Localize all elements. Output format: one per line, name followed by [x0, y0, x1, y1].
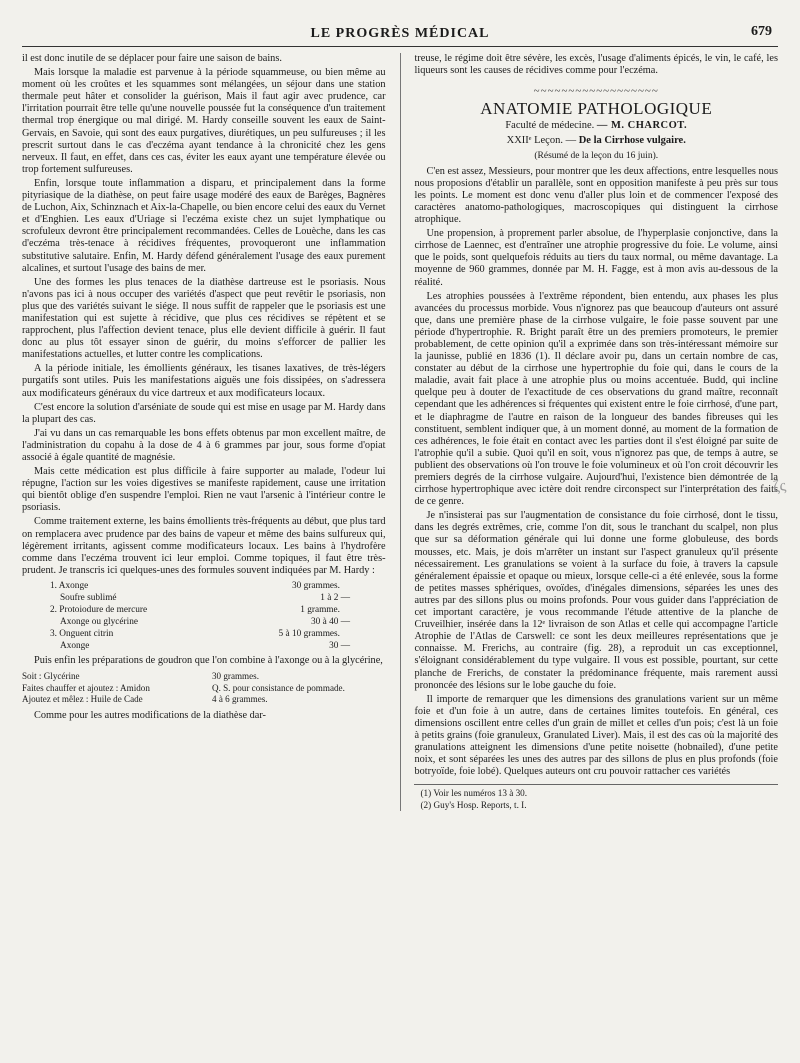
right-column: [414, 53, 778, 811]
recipe-amount: 30 grammes.: [212, 671, 259, 682]
formula-row: [50, 592, 386, 604]
paragraph: Puis enfin les préparations de goudron que l'on combine à l'axonge ou à la glycérine,: [34, 654, 383, 666]
formula-name: Axonge ou glycérine: [60, 616, 138, 627]
two-column-body: [22, 53, 778, 811]
decorative-rule: ~~~~~~~~~~~~~~~~~~: [533, 85, 659, 98]
paragraph: Une propension, à proprement parler absolue, de l'hyperplasie conjonctive, dans la cirrhose de Laennec, est d'entraîner une atrophie progressive du foie. Le volume, ainsi que le poids, sont quelquefois réduits au tiers du taux normal, ou même davantage. La moyenne de 960 grammes, donnée par M. H. Fagge, est à mon avis au-dessous de la réalité.: [414, 228, 778, 288]
paragraph: Les atrophies poussées à l'extrême répondent, bien entendu, aux phases les plus avancées du processus morbide. Vous n'ignorez pas que beaucoup d'auteurs ont assuré que, dans une première phase de la cirrhose vulgaire, le foie passe souvent par une période d'hypertrophie. R. Bright paraît être un des premiers promoteurs, le premier probablement, de cette opinion qu'il a exprimée dans son très-intéressant mémoire sur la jaunisse, publié en 1836 (1). Il déclare avoir pu, dans un certain nombre de cas, constater au début de la cirrhose une hypertrophie du foie qui, dans le cours de la maladie, avait fait place à une atrophie plus ou moins accentuée. Budd, qui incline quelque peu à douter de l'exactitude de ces observations du grand maître, reconnaît cependant que les adhérences si fréquentes qui existent entre le foie cirrhosé, d'une part, et le diaphragme de l'autre en raison de la longueur des bandes fibreuses qui les constituent, semblent indiquer que, à un moment donné, au moment de la formation de ces adhérences, le foie était en contact avec les parties dont il s'est éloigné par suite de l'atrophie qu'il a subie. Quoi qu'il en soit, vous n'ignorez pas que, de temps à autre, se publient des observations où l'on trouve le foie volumineux et où l'on croit découvrir les premiers degrés de la cirrhose vulgaire. Aujourd'hui, l'existence bien démontrée de la cirrhose hypertrophique avec ictère doit rendre circonspect sur l'interprétation des faits de ce genre.: [414, 290, 778, 508]
page-header: [22, 22, 778, 47]
page-number: 679: [751, 24, 772, 39]
formula-name: Soufre sublimé: [60, 592, 117, 603]
recipe-row: [22, 694, 386, 706]
paragraph: Comme pour les autres modifications de la diathèse dar-: [34, 709, 266, 721]
faculty-label: Faculté de médecine.: [505, 120, 595, 132]
formula-dose: 30 —: [329, 640, 350, 651]
paragraph: J'ai vu dans un cas remarquable les bons effets obtenus par mon excellent maître, de l'administration du copahu à la dose de 4 à 6 grammes par jour, sous forme d'opiat associé à égale quantité de magnésie.: [22, 427, 386, 463]
column-divider: [400, 53, 401, 811]
lecture-title: De la Cirrhose vulgaire.: [578, 135, 686, 147]
footnotes: [414, 784, 778, 811]
left-column: [22, 53, 386, 811]
formula-dose: 1 gramme.: [300, 604, 340, 615]
formula-name: Axonge: [60, 640, 90, 651]
paragraph: Comme traitement externe, les bains émollients très-fréquents au début, que plus tard on remplacera avec prudence par des bains de vapeur et même des bains sulfureux qui, légèrement irritants, agissent comme modificateurs locaux. Les bains à l'hydrofère comme dans l'eczéma trouvent ici leur emploi. Comme topiques, il faut être très-prudent. Je transcris ici quelques-unes des formules souvent indiquées par M. Hardy :: [22, 516, 386, 576]
paragraph: Une des formes les plus tenaces de la diathèse dartreuse est le psoriasis. Nous n'avons pas ici à nous occuper des variétés d'aspect que peut revêtir le psoriasis, non plus que des variétés suivant le siége. Il nous suffit de rappeler que le psoriasis est une manifestation qui est sujette à récidive, que plus ces récidives se répètent et se rapprochent, plus l'affection devient tenace, plus elle devient difficile à guérir. Il faut donc au plus tôt essayer sinon de guérir, du moins s'efforcer de pallier les manifestations actuelles, et lutter contre les complications.: [22, 276, 386, 361]
running-title: LE PROGRÈS MÉDICAL: [310, 26, 490, 41]
formula-row: [50, 604, 386, 616]
recipe-step: Ajoutez et mêlez : Huile de Cade: [22, 694, 143, 705]
formula-row: [50, 616, 386, 628]
formula-name: 1. Axonge: [50, 580, 89, 591]
paragraph: il est donc inutile de se déplacer pour faire une saison de bains.: [22, 53, 282, 64]
footnote: (2) Guy's Hosp. Reports, t. I.: [420, 799, 527, 810]
lecture-label: XXIIᵉ Leçon. —: [506, 135, 577, 147]
paragraph: Je n'insisterai pas sur l'augmentation de consistance du foie cirrhosé, dont le tissu, dans les degrés extrêmes, crie, comme l'on dit, sous le tranchant du scalpel, non plus que sur sa déformation générale qui lui donne une forme globuleuse, des bords mousses, etc. Mais, je dois m'arrêter un instant sur l'aspect granuleux qu'il présente nécessairement. Les granulations se voient à la surface du foie, à travers la capsule généralement épaissie et opaque ou mieux, lorsque celle-ci a été enlevée, sous la forme de petites masses sphériques, ovoïdes, d'inégales dimensions, séparées les unes des autres par des sillons plus ou moins profonds. Pour vous guider dans l'appréciation de cet important caractère, je vous recommande l'étude attentive de la planche de Cruveilhier, insérée dans la 12ᵉ livraison de son Atlas et celle qui accompagne l'article Atrophie de l'Atlas de Carswell: ce sont les deux meilleures représentations que je connaisse. M. Frerichs, au contraire (fig. 28), a reproduit un cas exceptionnel, s'éloignant considérablement du type vulgaire. Il vous est possible, pourtant, sur cette planche de Frerichs, de constater la prédominance fréquente, mais rarement aussi prononcée des lésions sur le lobe gauche du foie.: [414, 510, 778, 691]
formula-row: [50, 580, 386, 592]
recipe-row: [22, 683, 386, 695]
recipe-list: [22, 671, 386, 706]
faculty-line: [414, 120, 778, 132]
summary-date: (Résumé de la leçon du 16 juin).: [534, 150, 659, 161]
paragraph: C'est encore la solution d'arséniate de soude qui est mise en usage par M. Hardy dans la plupart des cas.: [22, 401, 386, 425]
section-title: ANATOMIE PATHOLOGIQUE: [480, 99, 713, 119]
formula-row: [50, 628, 386, 640]
lecture-line: [414, 135, 778, 147]
recipe-amount: 4 à 6 grammes.: [212, 694, 268, 705]
paragraph: Enfin, lorsque toute inflammation a disparu, et principalement dans la forme pityriasique de la diathèse, on peut faire usage modéré des eaux de Barèges, Bagnères de Luchon, Aix, Schinznach et Aix-la-Chapelle, ou bien encore celui des eaux du Vernet et d'Enghien. Les eaux d'Uriage si l'eczéma existe chez un sujet lymphatique ou scrofuleux devront être principalement recommandées. Celles de Louèche, dans les cas d'eczéma très-tenace à récidives fréquentes, provoqueront une inflammation substitutive salutaire. Enfin, M. Hardy défend généralement l'usage des eaux purement alcalines, et surtout l'usage des bains de mer.: [22, 177, 386, 274]
formula-list: [50, 580, 386, 652]
footnote: (1) Voir les numéros 13 à 30.: [420, 788, 528, 799]
paragraph: Mais cette médication est plus difficile à faire supporter au malade, l'odeur lui répugne, l'action sur les voies digestives se manifeste rapidement, cause une irritation qui bientôt oblige d'en suspendre l'emploi. Rien ne vaut l'arsenic à l'intérieur contre le psoriasis.: [22, 466, 386, 514]
formula-name: 3. Onguent citrin: [50, 628, 114, 639]
faculty-author: — M. CHARCOT.: [596, 120, 688, 132]
formula-dose: 5 à 10 grammes.: [278, 628, 340, 639]
paragraph: C'en est assez, Messieurs, pour montrer que les deux affections, entre lesquelles nous nous proposions d'établir un parallèle, sont en opposition manifeste à peu près sur tous les points. Le moment est donc venu d'aller plus loin et de commencer l'exposé des caractères anatomo-pathologiques, macroscopiques qui distinguent la cirrhose atrophique.: [414, 165, 778, 226]
paragraph: Mais lorsque la maladie est parvenue à la période squammeuse, ou bien même au moment où les croûtes et les squammes sont mélangées, un séjour dans une station thermale peut hâter et consolider la guérison, Mais il faut agir avec prudence, car l'irritation pourrait être telle qu'une nouvelle poussée fut la conséquence d'un traitement thermal trop énergique ou mal dirigé. M. Hardy conseille souvent les eaux de Saint-Gervais, en Savoie, qui sont des eaux purgatives, diurétiques, un peu sulfureuses ; il les prescrit surtout dans le cas d'eczéma ayant tendance à la chronicité chez les gens nerveux. Il faut, en effet, dans ces cas, éviter les eaux ayant une température élevée ou trop fortement sulfureuses.: [22, 67, 386, 175]
recipe-step: Soit : Glycérine: [22, 671, 80, 682]
paragraph: treuse, le régime doit être sévère, les excès, l'usage d'aliments épicés, le vin, le café, les liqueurs sont les causes de récidives comme pour l'eczéma.: [414, 53, 778, 77]
margin-pencil-mark: ζς: [771, 477, 788, 496]
recipe-step: Faites chauffer et ajoutez : Amidon: [22, 682, 150, 693]
formula-row: [50, 640, 386, 652]
paragraph: A la période initiale, les émollients généraux, les tisanes laxatives, de très-légers purgatifs sont utiles. Puis les manifestations aiguës une fois dissipées, on s'adressera aux modificateurs généraux du vice dartreux et aux modificateurs locaux.: [22, 363, 386, 399]
formula-dose: 1 à 2 —: [320, 592, 350, 603]
formula-dose: 30 grammes.: [291, 580, 340, 591]
recipe-row: [22, 671, 386, 683]
formula-name: 2. Protoiodure de mercure: [50, 604, 148, 615]
formula-dose: 30 à 40 —: [311, 616, 350, 627]
paragraph: Il importe de remarquer que les dimensions des granulations varient sur un même foie et d'un foie à un autre, dans de certaines limites toutefois. En général, ces dimensions oscillent entre celles d'un grain de millet et celles d'un pois; c'est là un foie à petits grains (foie granuleux, Granulated Liver). Mais, il est des cas où la majorité des granulations atteignent les dimensions d'une petite noisette (hobnailed), d'une petite noix, et sont séparées les unes des autres par des sillons de plus en plus profonds (foie botryoïde, foie lobé). Quelques auteurs ont cru pouvoir rattacher ces variétés: [414, 693, 778, 778]
recipe-amount: Q. S. pour consistance de pommade.: [212, 682, 345, 693]
